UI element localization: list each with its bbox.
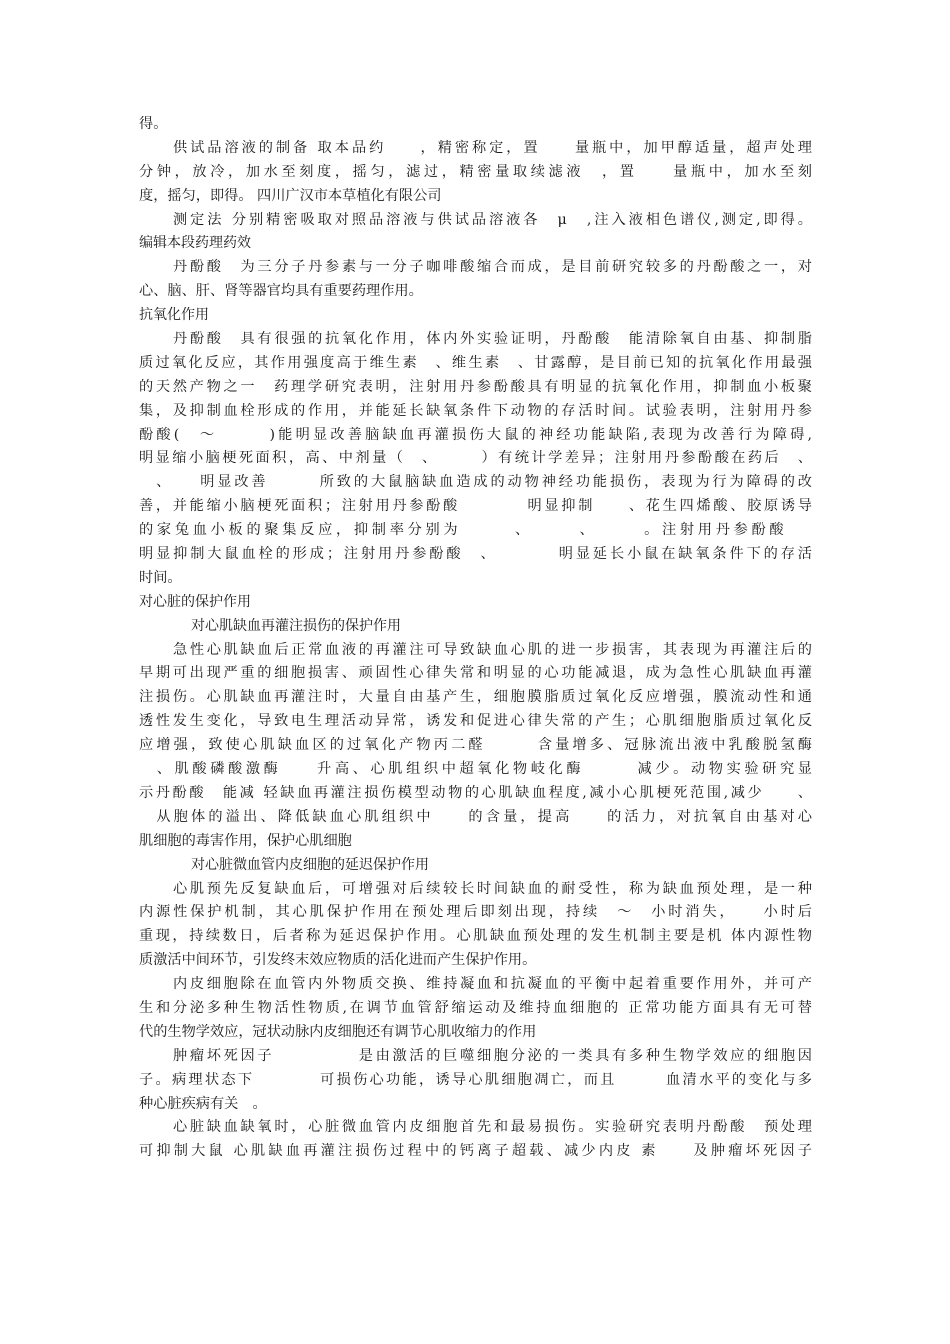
text-line: 重现，持续数日，后者称为延迟保护作用。心肌缺血预处理的发生机制主要是机 体内源性物	[139, 928, 812, 945]
text-line: 心脏缺血缺氧时，心脏微血管内皮细胞首先和最易损伤。实验研究表明丹酚酸 预处理	[173, 1119, 812, 1136]
section-heading: 抗氧化作用	[139, 307, 209, 324]
text-line: 的家兔血小板的聚集反应，抑制率分别为 、 、 。注射用丹参酚酸	[139, 522, 812, 539]
text-line: 内皮细胞除在血管内外物质交换、维持凝血和抗凝血的平衡中起着重要作用外，并可产	[173, 976, 812, 993]
text-line: 测定法 分别精密吸取对照品溶液与供试品溶液各 μ ,注入液相色谱仪,测定,即得。	[173, 211, 812, 228]
text-line: 示丹酚酸 能减 轻缺血再灌注损伤模型动物的心肌缺血程度,减小心肌梗死范围,减少 、	[139, 784, 812, 801]
text-line: 丹酚酸 为三分子丹参素与一分子咖啡酸缩合而成，是目前研究较多的丹酚酸之一，对	[173, 259, 812, 276]
text-line: 度，摇匀，即得。 四川广汉市本草植化有限公司	[139, 187, 442, 204]
text-line: 注损伤。心肌缺血再灌注时，大量自由基产生，细胞膜脂质过氧化反应增强，膜流动性和通	[139, 689, 812, 706]
text-line: 得。	[139, 116, 168, 132]
text-line: 善，并能缩小脑梗死面积；注射用丹参酚酸 明显抑制 、花生四烯酸、胶原诱导	[139, 498, 812, 515]
text-line: 内源性保护机制，其心肌保护作用在预处理后即刻出现，持续 ～ 小时消失， 小时后	[139, 904, 812, 921]
text-line: 代的生物学效应，冠状动脉内皮细胞还有调节心肌收缩力的作用	[139, 1023, 537, 1040]
text-line: 子。病理状态下 可损伤心功能，诱导心肌细胞凋亡，而且 血清水平的变化与多	[139, 1071, 812, 1088]
text-line: 心、脑、肝、肾等器官均具有重要药理作用。	[139, 283, 423, 300]
text-line: 透性发生变化，导致电生理活动异常，诱发和促进心律失常的产生；心肌细胞脂质过氧化反	[139, 713, 812, 730]
text-line: 时间。	[139, 569, 182, 586]
text-line: 生和分泌多种生物活性物质,在调节血管舒缩运动及维持血细胞的 正常功能方面具有无可替	[139, 999, 812, 1016]
section-heading: 对心脏的保护作用	[139, 593, 251, 610]
text-line: 肿瘤坏死因子 是由激活的巨噬细胞分泌的一类具有多种生物学效应的细胞因	[173, 1047, 812, 1064]
text-line: 早期可出现严重的细胞损害、顽固性心律失常和明显的心功能减退，成为急性心肌缺血再灌	[139, 665, 812, 682]
text-line: 质过氧化反应，其作用强度高于维生素 、维生素 、甘露醇，是目前已知的抗氧化作用最强	[139, 354, 812, 371]
text-line: 酚酸( ～ )能明显改善脑缺血再灌损伤大鼠的神经功能缺陷,表现为改善行为障碍,	[139, 426, 812, 443]
text-line: 的天然产物之一 药理学研究表明，注射用丹参酚酸具有明显的抗氧化作用，抑制血小板聚	[139, 378, 812, 395]
section-heading: 编辑本段药理药效	[139, 235, 251, 252]
section-heading: 对心脏微血管内皮细胞的延迟保护作用	[191, 856, 429, 873]
document-page	[139, 113, 812, 1164]
text-line: 肌细胞的毒害作用，保护心肌细胞	[139, 832, 352, 849]
text-line: 质激活中间环节，引发终末效应物质的活化进而产生保护作用。	[139, 952, 537, 969]
text-line: 种心脏疾病有关 。	[139, 1095, 267, 1112]
text-line: 明显缩小脑梗死面积，高、中剂量（ 、 ）有统计学差异；注射用丹参酚酸在药后 、	[139, 450, 812, 467]
text-line: 供试品溶液的制备 取本品约 ，精密称定，置 量瓶中，加甲醇适量，超声处理	[173, 139, 812, 156]
text-line: 集，及抑制血栓形成的作用，并能延长缺氧条件下动物的存活时间。试验表明，注射用丹参	[139, 402, 812, 419]
text-line: 急性心肌缺血后正常血液的再灌注可导致缺血心肌的进一步损害，其表现为再灌注后的	[173, 641, 812, 658]
text-line: 可抑制大鼠 心肌缺血再灌注损伤过程中的钙离子超载、减少内皮 素 及肿瘤坏死因子	[139, 1143, 812, 1160]
text-line: 从胞体的溢出、降低缺血心肌组织中 的含量，提高 的活力，对抗氧自由基对心	[139, 808, 812, 825]
text-line: 明显抑制大鼠血栓的形成；注射用丹参酚酸 、 明显延长小鼠在缺氧条件下的存活	[139, 546, 812, 563]
text-line: 分钟，放冷，加水至刻度，摇匀，滤过，精密量取续滤液 ，置 量瓶中，加水至刻	[139, 163, 812, 180]
text-line: 应增强，致使心肌缺血区的过氧化产物丙二醛 含量增多、冠脉流出液中乳酸脱氢酶	[139, 737, 812, 754]
section-heading: 对心肌缺血再灌注损伤的保护作用	[191, 617, 401, 634]
text-line: 、 明显改善 所致的大鼠脑缺血造成的动物神经功能损伤，表现为行为障碍的改	[139, 474, 812, 491]
text-line: 心肌预先反复缺血后，可增强对后续较长时间缺血的耐受性，称为缺血预处理，是一种	[173, 880, 812, 897]
text-line: 、肌酸磷酸激酶 升高、心肌组织中超氧化物岐化酶 减少。动物实验研究显	[139, 761, 812, 778]
text-line: 丹酚酸 具有很强的抗氧化作用，体内外实验证明，丹酚酸 能清除氧自由基、抑制脂	[173, 331, 812, 348]
